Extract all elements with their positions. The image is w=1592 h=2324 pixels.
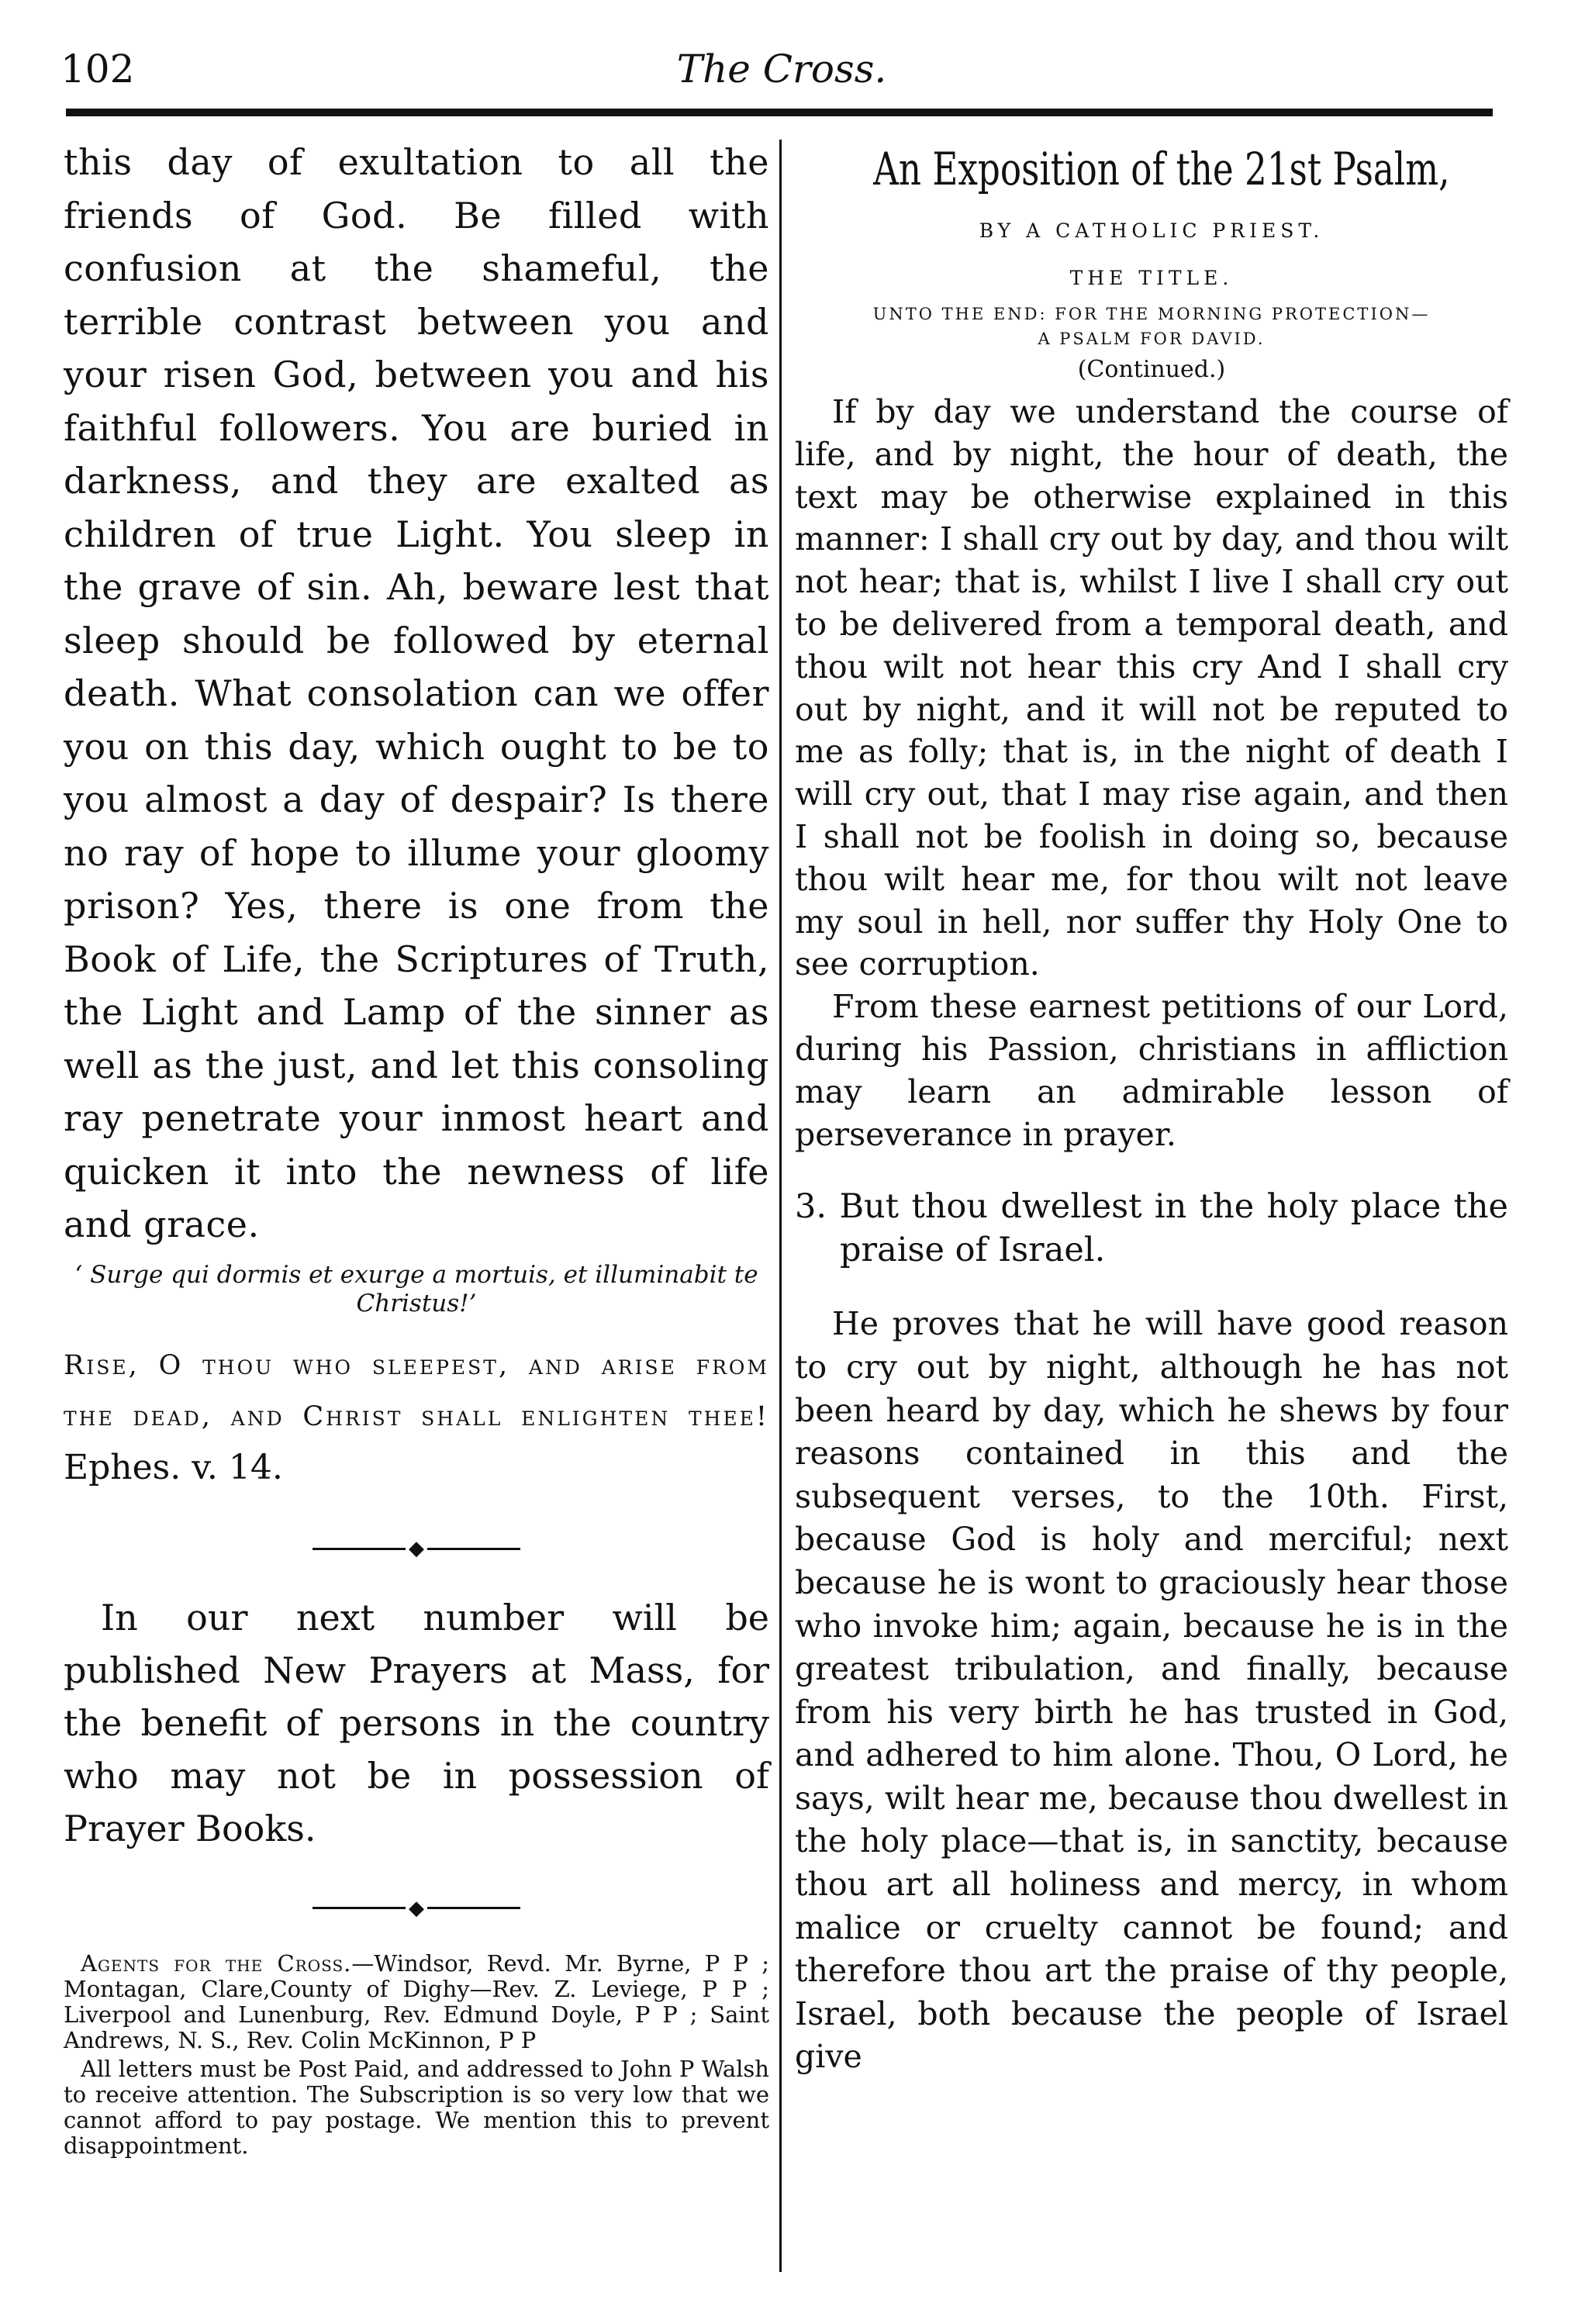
exposition-paragraph: If by day we understand the course of life, and by night, the hour of death, the text may be otherwise explained in this manner: I shall cry out by day, and thou wilt not hear; that is, whilst I live I shall cry out to be delivered from a temporal death, and thou wilt not hear this cry And I shall cry out by night, and it will not be reputed to me as folly; that is, in the night of death I will cry out, that I may rise again, and then I shall not be foolish in doing so, because thou wilt hear me, for thou wilt not leave my soul in hell, nor suffer thy Holy One to see corruption. xyxy=(795,393,1508,983)
ornament-divider: ◆ xyxy=(64,1536,769,1561)
running-title: The Cross. xyxy=(676,47,887,92)
scripture-reference: Ephes. v. 14. xyxy=(64,1447,283,1487)
scripture-verse-text: Rise, O thou who sleepest, and arise from the dead, and Christ shall enlighten thee! xyxy=(64,1349,769,1432)
psalm-verse: 3. But thou dwellest in the holy place the praise of Israel. xyxy=(795,1187,1508,1270)
agents-label: Agents for the Cross. xyxy=(81,1949,352,1977)
letters-notice: All letters must be Post Paid, and addressed to John P Walsh to receive attention. The Subscription is so very low that we cannot afford to pay postage. We mention this to prevent disappointment. xyxy=(64,2055,769,2159)
scripture-verse xyxy=(64,1340,769,1496)
page-header xyxy=(60,47,1503,109)
superscription-line: A PSALM FOR DAVID. xyxy=(1038,330,1266,348)
latin-quote: ‘ Surge qui dormis et exurge a mortuis, et illuminabit te Christus!’ xyxy=(74,1260,758,1317)
sermon-paragraph: this day of exultation to all the friends of God. Be filled with confusion at the shameful, the terrible contrast between you and your risen God, between you and his faithful followers. You are buried in darkness, and they are exalted as children of true Light. You sleep in the grave of sin. Ah, beware lest that sleep should be followed by eternal death. What consolation can we offer you on this day, which ought to be to you almost a day of despair? Is there no ray of hope to illume your gloomy prison? Yes, there is one from the Book of Life, the Scriptures of Truth, the Light and Lamp of the sinner as well as the just, and let this consoling ray penetrate your inmost heart and quicken it into the newness of life and grace. xyxy=(64,141,769,1245)
header-rule xyxy=(66,109,1493,116)
next-number-notice: In our next number will be published New Prayers at Mass, for the benefit of persons in the country who may not be in possession of Prayer Books. xyxy=(64,1597,769,1849)
column-divider xyxy=(779,140,782,2272)
psalm-superscription xyxy=(795,302,1508,351)
article-title: An Exposition of the 21st Psalm, xyxy=(873,143,1450,195)
superscription-line: UNTO THE END: FOR THE MORNING PROTECTION— xyxy=(872,305,1431,323)
right-column xyxy=(795,136,1508,2079)
page-number: 102 xyxy=(60,47,135,92)
title-label: THE TITLE. xyxy=(1069,267,1234,289)
byline: BY A CATHOLIC PRIEST. xyxy=(979,219,1324,242)
agents-notice xyxy=(64,1951,769,2053)
ornament-divider: ◆ xyxy=(64,1895,769,1920)
exposition-paragraph: He proves that he will have good reason to cry out by night, although he has not been heard by day, which he shews by four reasons contained in this and the subsequent verses, to the 10th. First, because God is holy and merciful; next because he is wont to graciously hear those who invoke him; again, because he is in the greatest tribulation, and finally, because from his very birth he has trusted in God, and adhered to him alone. Thou, O Lord, he says, wilt hear me, because thou dwellest in the holy place—that is, in sanctity, because thou art all holiness and mercy, in whom malice or cruelty cannot be found; and therefore thou art the praise of thy people, Israel, both because the people of Israel give xyxy=(795,1305,1508,2076)
continued-label: (Continued.) xyxy=(1077,356,1226,383)
agents-text: —Windsor, Revd. Mr. Byrne, P P ; Montagan, Clare,County of Dighy—Rev. Z. Leviege, P P ; Liverpool and Lunenburg, Rev. Edmund Doyle, P P ; Saint Andrews, N. S., Rev. Colin McKinnon, P P xyxy=(64,1949,769,2053)
exposition-paragraph: From these earnest petitions of our Lord, during his Passion, christians in affliction may learn an admirable lesson of perseverance in prayer. xyxy=(795,988,1508,1153)
left-column xyxy=(64,136,769,2159)
